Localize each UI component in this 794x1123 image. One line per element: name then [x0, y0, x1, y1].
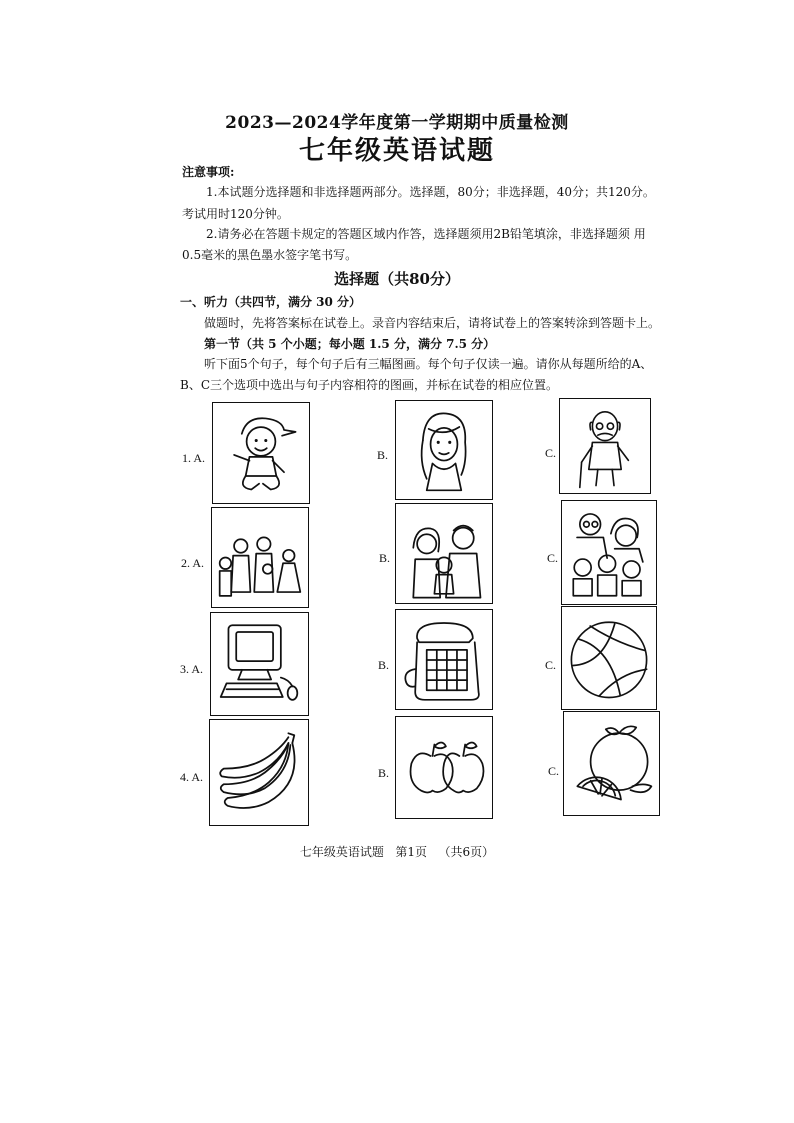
- page-footer: [0, 843, 794, 860]
- notes-item1-line2: 考试用时120分钟。: [182, 207, 289, 221]
- family-of-three-picture: [396, 504, 492, 603]
- q3-option-b-label: B.: [378, 658, 390, 672]
- part1-instruction: 做题时，先将答案标在试卷上。录音内容结束后，请将试卷上的答案转涂到答题卡上。: [204, 316, 661, 330]
- q2-option-c-label: C.: [547, 551, 559, 565]
- part1-description-line2: B、C三个选项中选出与句子内容相符的图画，并标在试卷的相应位置。: [180, 378, 559, 392]
- part1-heading: 一、听力（共四节，满分 30 分）: [180, 295, 362, 309]
- grandparents-family-picture: [562, 501, 656, 604]
- q2-option-a-label: 2. A.: [181, 556, 205, 570]
- footer-page-number: 第1页: [395, 845, 427, 859]
- q2-option-c-picture[interactable]: [561, 500, 657, 605]
- exam-term-title: 2023—2024学年度第一学期期中质量检测: [225, 113, 569, 133]
- q3-option-c-picture[interactable]: [561, 606, 657, 710]
- large-family-picture: [212, 508, 308, 607]
- q1-option-a-label: 1. A.: [182, 451, 206, 465]
- q2-option-b-label: B.: [379, 551, 391, 565]
- notes-item2-line2: 0.5毫米的黑色墨水签字笔书写。: [182, 248, 358, 262]
- computer-picture: [211, 613, 308, 715]
- apples-picture: [396, 717, 492, 818]
- q3-option-c-label: C.: [545, 658, 557, 672]
- q1-option-b-label: B.: [377, 448, 389, 462]
- notes-item1-line1: 1.本试题分选择题和非选择题两部分。选择题，80分；非选择题，40分；共120分。: [206, 185, 655, 199]
- notes-heading: 注意事项:: [182, 165, 235, 179]
- q3-option-a-label: 3. A.: [180, 662, 204, 676]
- part1-description-line1: 听下面5个句子，每个句子后有三幅图画。每个句子仅读一遍。请你从每题所给的A、: [204, 357, 653, 371]
- telephone-picture: [396, 610, 492, 709]
- old-man-picture: [560, 399, 650, 493]
- footer-total-pages: （共6页）: [438, 845, 495, 859]
- q3-option-a-picture[interactable]: [210, 612, 309, 716]
- part1-subsection: 第一节（共 5 个小题；每小题 1.5 分，满分 7.5 分）: [204, 337, 496, 351]
- bananas-picture: [210, 720, 308, 825]
- q4-option-a-picture[interactable]: [209, 719, 309, 826]
- notes-item2-line1: 2.请务必在答题卡规定的答题区域内作答，选择题须用2B铅笔填涂，非选择题须 用: [206, 227, 646, 241]
- q1-option-c-picture[interactable]: [559, 398, 651, 494]
- exam-title: 七年级英语试题: [298, 136, 495, 166]
- q4-option-a-label: 4. A.: [180, 770, 204, 784]
- q2-option-b-picture[interactable]: [395, 503, 493, 604]
- orange-picture: [564, 712, 659, 815]
- boy-picture: [213, 403, 309, 503]
- girl-picture: [396, 401, 492, 499]
- section-title: 选择题（共80分）: [334, 270, 460, 288]
- q4-option-b-picture[interactable]: [395, 716, 493, 819]
- q1-option-c-label: C.: [545, 446, 557, 460]
- q2-option-a-picture[interactable]: [211, 507, 309, 608]
- basketball-picture: [562, 607, 656, 709]
- q4-option-b-label: B.: [378, 766, 390, 780]
- q1-option-b-picture[interactable]: [395, 400, 493, 500]
- footer-subject: 七年级英语试题: [299, 845, 384, 859]
- q1-option-a-picture[interactable]: [212, 402, 310, 504]
- q4-option-c-picture[interactable]: [563, 711, 660, 816]
- q3-option-b-picture[interactable]: [395, 609, 493, 710]
- q4-option-c-label: C.: [548, 764, 560, 778]
